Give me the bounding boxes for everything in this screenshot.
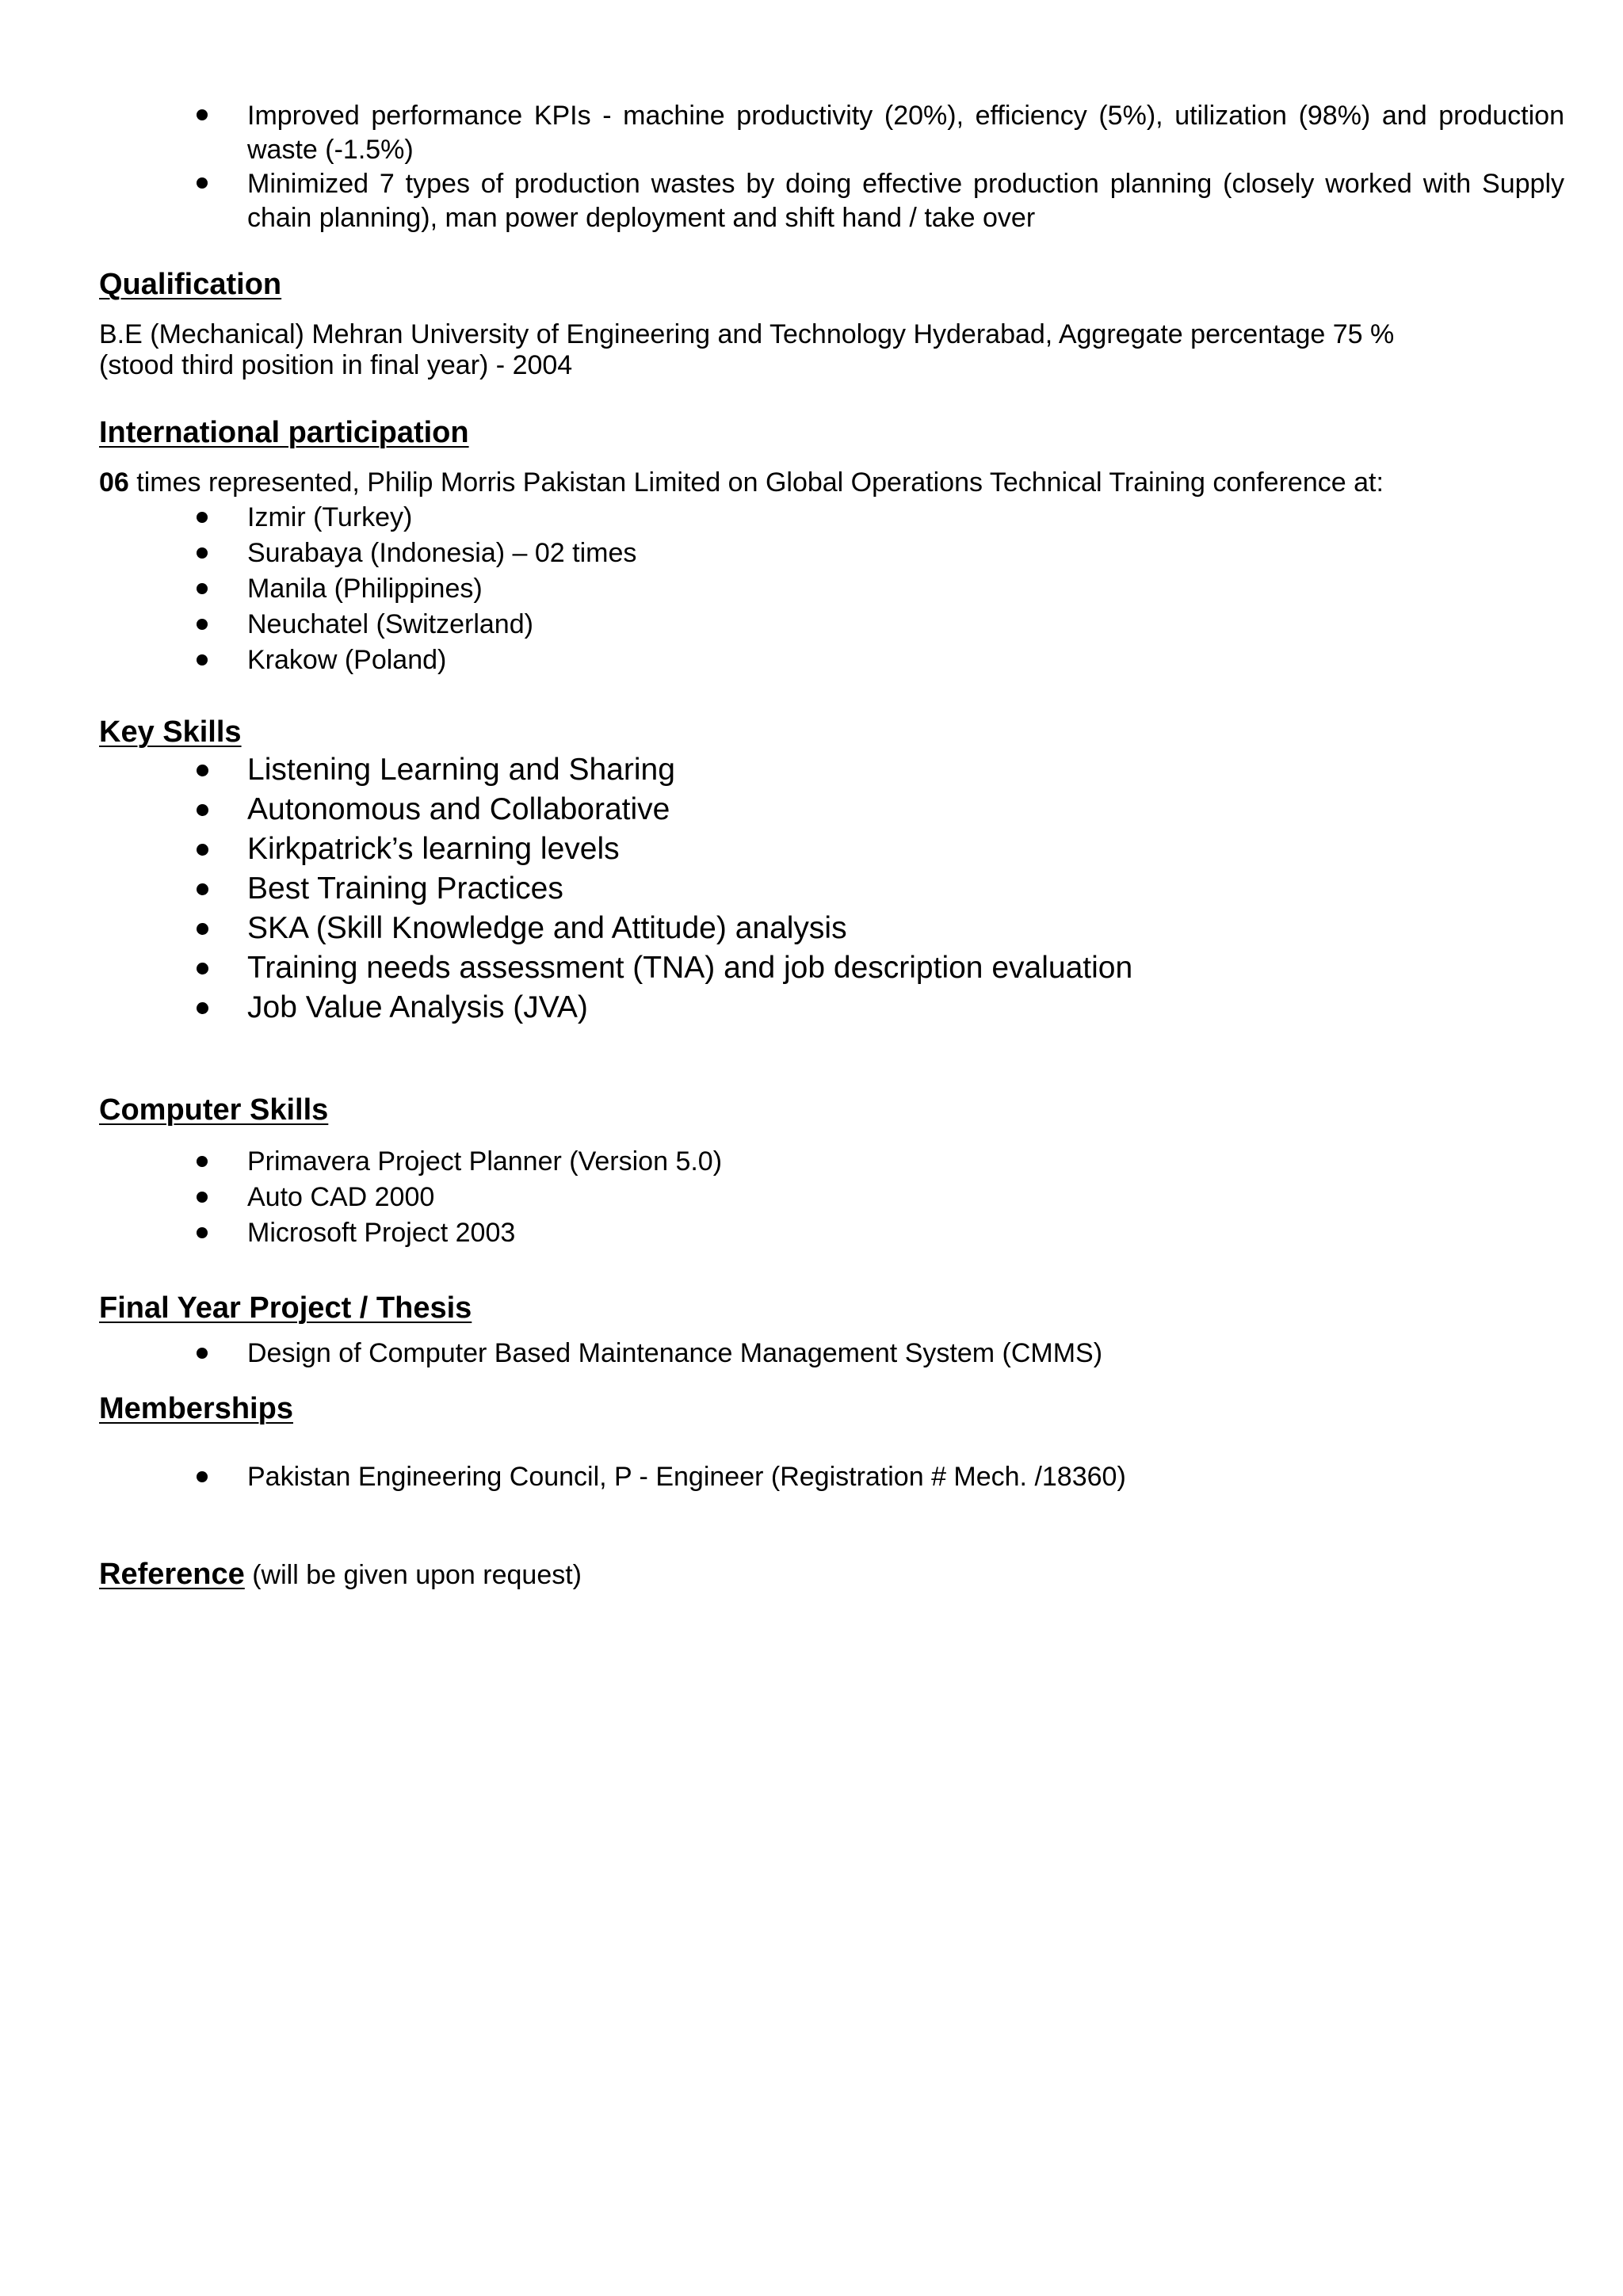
kpi-bullet-line2: waste (-1.5%) <box>247 135 414 165</box>
membership-item: Pakistan Engineering Council, P - Engineer (Registration # Mech. /18360) <box>247 1462 1126 1492</box>
bullet-dot <box>197 1227 208 1238</box>
key-skill-item: Listening Learning and Sharing <box>247 753 675 787</box>
country-item: Manila (Philippines) <box>247 574 483 604</box>
bullet-dot <box>197 177 208 189</box>
key-skills-heading: Key Skills <box>99 715 242 749</box>
key-skill-item: Autonomous and Collaborative <box>247 792 670 826</box>
international-heading: International participation <box>99 416 469 449</box>
final-year-project-heading: Final Year Project / Thesis <box>99 1291 472 1325</box>
country-item: Neuchatel (Switzerland) <box>247 609 533 639</box>
country-item: Surabaya (Indonesia) – 02 times <box>247 538 637 568</box>
bullet-dot <box>197 883 208 895</box>
qualification-line2: (stood third position in final year) - 2004 <box>99 350 573 380</box>
reference-line <box>99 1558 582 1592</box>
international-intro <box>99 467 1384 498</box>
bullet-dot <box>197 804 208 816</box>
computer-skill-item: Primavera Project Planner (Version 5.0) <box>247 1146 723 1177</box>
reference-heading: Reference <box>99 1558 245 1591</box>
bullet-dot <box>197 844 208 856</box>
waste-bullet-line1: Minimized 7 types of production wastes by doing effective production planning (closely worked with Supply <box>247 169 1564 199</box>
key-skill-item: Best Training Practices <box>247 871 563 906</box>
bullet-dot <box>197 619 208 630</box>
computer-skill-item: Microsoft Project 2003 <box>247 1218 516 1248</box>
bullet-dot <box>197 547 208 559</box>
bullet-dot <box>197 1002 208 1014</box>
bullet-dot <box>197 923 208 935</box>
waste-bullet-line2: chain planning), man power deployment and shift hand / take over <box>247 203 1036 233</box>
key-skill-item: Job Value Analysis (JVA) <box>247 990 588 1024</box>
qualification-heading: Qualification <box>99 268 282 301</box>
key-skill-item: SKA (Skill Knowledge and Attitude) analysis <box>247 911 847 945</box>
bullet-dot <box>197 654 208 666</box>
bullet-dot <box>197 1192 208 1203</box>
key-skill-item: Training needs assessment (TNA) and job description evaluation <box>247 951 1133 985</box>
country-item: Krakow (Poland) <box>247 645 447 675</box>
country-item: Izmir (Turkey) <box>247 502 413 532</box>
bullet-dot <box>197 1348 208 1359</box>
reference-note: (will be given upon request) <box>244 1560 582 1590</box>
bullet-dot <box>197 963 208 974</box>
international-count: 06 <box>99 467 129 498</box>
qualification-line1: B.E (Mechanical) Mehran University of Engineering and Technology Hyderabad, Aggregate percentage 75 % <box>99 319 1395 349</box>
bullet-dot <box>197 1156 208 1167</box>
bullet-dot <box>197 765 208 776</box>
bullet-dot <box>197 512 208 523</box>
computer-skills-heading: Computer Skills <box>99 1093 329 1127</box>
project-item: Design of Computer Based Maintenance Management System (CMMS) <box>247 1338 1103 1368</box>
bullet-dot <box>197 1471 208 1482</box>
bullet-dot <box>197 583 208 594</box>
bullet-dot <box>197 109 208 120</box>
kpi-bullet-line1: Improved performance KPIs - machine productivity (20%), efficiency (5%), utilization (98%) and production <box>247 101 1564 131</box>
computer-skill-item: Auto CAD 2000 <box>247 1182 435 1212</box>
international-intro-text: times represented, Philip Morris Pakistan Limited on Global Operations Technical Training conference at: <box>128 467 1384 498</box>
memberships-heading: Memberships <box>99 1392 293 1425</box>
key-skill-item: Kirkpatrick’s learning levels <box>247 832 620 866</box>
